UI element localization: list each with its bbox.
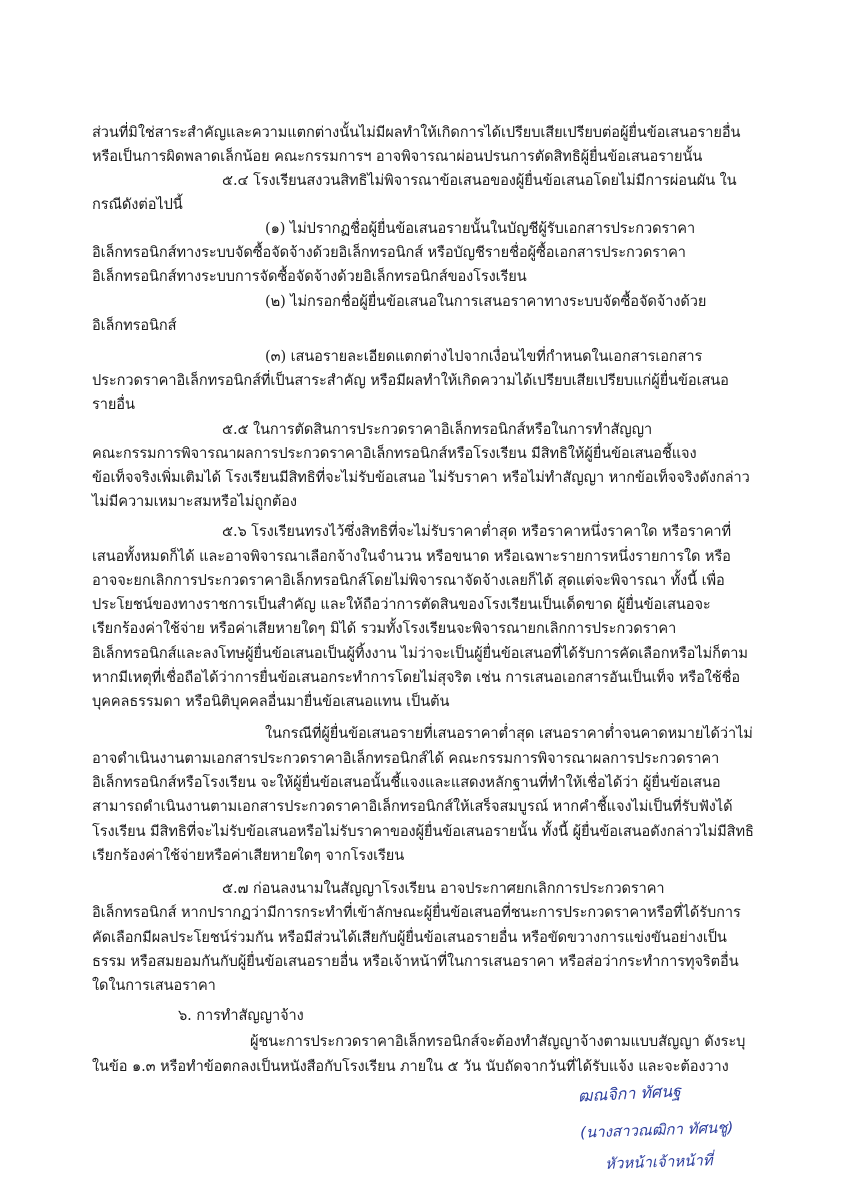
text-line: รายอื่น (92, 396, 135, 413)
text-line: หรือเป็นการผิดพลาดเล็กน้อย คณะกรรมการฯ อาจพิจารณาผ่อนปรนการตัดสิทธิผู้ยื่นข้อเสนอรายนั้น (92, 148, 703, 165)
signature-name: (นางสาวณฒิกา ทัศนชู) (579, 1118, 734, 1142)
text-line: ๕.๔ โรงเรียนสงวนสิทธิไม่พิจารณาข้อเสนอของผู้ยื่นข้อเสนอโดยไม่มีการผ่อนผัน ใน (222, 172, 737, 189)
text-line: ข้อเท็จจริงเพิ่มเติมได้ โรงเรียนมีสิทธิที่จะไม่รับข้อเสนอ ไม่รับราคา หรือไม่ทำสัญญา หากข้อเท็จจริงดังกล่าว (92, 469, 750, 486)
text-line: ๖. การทำสัญญาจ้าง (178, 1007, 304, 1024)
text-line: บุคคลธรรมดา หรือนิติบุคคลอื่นมายื่นข้อเสนอแทน เป็นต้น (92, 693, 450, 710)
text-line: ๕.๖ โรงเรียนทรงไว้ซึ่งสิทธิที่จะไม่รับราคาต่ำสุด หรือราคาหนึ่งราคาใด หรือราคาที่ (222, 523, 731, 540)
text-line: อิเล็กทรอนิกส์ (92, 317, 177, 334)
signature-title: หัวหน้าเจ้าหน้าที่ (604, 1151, 713, 1173)
text-line: หากมีเหตุที่เชื่อถือได้ว่าการยื่นข้อเสนอกระทำการโดยไม่สุจริต เช่น การเสนอเอกสารอันเป็นเท็จ หรือใช้ชื่อ (92, 669, 741, 686)
text-line: อิเล็กทรอนิกส์ หากปรากฏว่ามีการกระทำที่เข้าลักษณะผู้ยื่นข้อเสนอที่ชนะการประกวดราคาหรือที่ได้รับการ (92, 904, 741, 921)
text-line: ๕.๕ ในการตัดสินการประกวดราคาอิเล็กทรอนิกส์หรือในการทำสัญญา (222, 421, 653, 438)
text-line: อาจจะยกเลิกการประกวดราคาอิเล็กทรอนิกส์โดยไม่พิจารณาจัดจ้างเลยก็ได้ สุดแต่จะพิจารณา ทั้งนี้ เพื่อ (92, 572, 725, 589)
text-line: ๕.๗ ก่อนลงนามในสัญญาโรงเรียน อาจประกาศยกเลิกการประกวดราคา (222, 880, 665, 897)
text-line: อิเล็กทรอนิกส์ทางระบบการจัดซื้อจัดจ้างด้วยอิเล็กทรอนิกส์ของโรงเรียน (92, 268, 527, 285)
text-line: ในกรณีที่ผู้ยื่นข้อเสนอรายที่เสนอราคาต่ำสุด เสนอราคาต่ำจนคาดหมายได้ว่าไม่ (265, 725, 753, 742)
text-line: เรียกร้องค่าใช้จ่าย หรือค่าเสียหายใดๆ มิได้ รวมทั้งโรงเรียนจะพิจารณายกเลิกการประกวดราคา (92, 620, 677, 637)
signature-scrawl: ฒณจิกา ทัศนฐ (577, 1081, 682, 1106)
text-line: สามารถดำเนินงานตามเอกสารประกวดราคาอิเล็กทรอนิกส์ให้เสร็จสมบูรณ์ หากคำชี้แจงไม่เป็นที่รับฟังได้ (92, 798, 733, 815)
text-line: คณะกรรมการพิจารณาผลการประกวดราคาอิเล็กทรอนิกส์หรือโรงเรียน มีสิทธิให้ผู้ยื่นข้อเสนอชี้แจง (92, 445, 697, 462)
text-line: กรณีดังต่อไปนี้ (92, 196, 183, 213)
text-line: อิเล็กทรอนิกส์หรือโรงเรียน จะให้ผู้ยื่นข้อเสนอนั้นชี้แจงและแสดงหลักฐานที่ทำให้เชื่อได้ว่า ผู้ยื่นข้อเสนอ (92, 774, 721, 791)
text-line: ส่วนที่มิใช่สาระสำคัญและความแตกต่างนั้นไม่มีผลทำให้เกิดการได้เปรียบเสียเปรียบต่อผู้ยื่นข้อเสนอรายอื่น (92, 124, 741, 141)
text-line: อาจดำเนินงานตามเอกสารประกวดราคาอิเล็กทรอนิกส์ได้ คณะกรรมการพิจารณาผลการประกวดราคา (92, 750, 720, 767)
text-line: อิเล็กทรอนิกส์ทางระบบจัดซื้อจัดจ้างด้วยอิเล็กทรอนิกส์ หรือบัญชีรายชื่อผู้ซื้อเอกสารประกวดราคา (92, 244, 686, 261)
text-line: (๑) ไม่ปรากฏชื่อผู้ยื่นข้อเสนอรายนั้นในบัญชีผู้รับเอกสารประกวดราคา (265, 220, 696, 237)
text-line: ใดในการเสนอราคา (92, 977, 216, 994)
text-line: อิเล็กทรอนิกส์และลงโทษผู้ยื่นข้อเสนอเป็นผู้ทิ้งงาน ไม่ว่าจะเป็นผู้ยื่นข้อเสนอที่ได้รับการคัดเลือกหรือไม่ก็ตาม (92, 645, 748, 662)
text-line: คัดเลือกมีผลประโยชน์ร่วมกัน หรือมีส่วนได้เสียกับผู้ยื่นข้อเสนอรายอื่น หรือขัดขวางการแข่งขันอย่างเป็น (92, 929, 727, 946)
text-line: ในข้อ ๑.๓ หรือทำข้อตกลงเป็นหนังสือกับโรงเรียน ภายใน ๕ วัน นับถัดจากวันที่ได้รับแจ้ง และจะต้องวาง (92, 1058, 729, 1075)
text-line: เรียกร้องค่าใช้จ่ายหรือค่าเสียหายใดๆ จากโรงเรียน (92, 847, 405, 864)
text-line: ประโยชน์ของทางราชการเป็นสำคัญ และให้ถือว่าการตัดสินของโรงเรียนเป็นเด็ดขาด ผู้ยื่นข้อเสนอจะ (92, 596, 711, 613)
text-line: (๒) ไม่กรอกชื่อผู้ยื่นข้อเสนอในการเสนอราคาทางระบบจัดซื้อจัดจ้างด้วย (265, 293, 707, 310)
text-line: ผู้ชนะการประกวดราคาอิเล็กทรอนิกส์จะต้องทำสัญญาจ้างตามแบบสัญญา ดังระบุ (250, 1033, 746, 1050)
text-line: เสนอทั้งหมดก็ได้ และอาจพิจารณาเลือกจ้างในจำนวน หรือขนาด หรือเฉพาะรายการหนึ่งรายการใด หรือ (92, 548, 731, 565)
text-line: (๓) เสนอรายละเอียดแตกต่างไปจากเงื่อนไขที่กำหนดในเอกสารเอกสาร (265, 348, 703, 365)
text-line: โรงเรียน มีสิทธิที่จะไม่รับข้อเสนอหรือไม่รับราคาของผู้ยื่นข้อเสนอรายนั้น ทั้งนี้ ผู้ยื่นข้อเสนอดังกล่าวไม่มีสิทธิ (92, 823, 754, 840)
text-line: ธรรม หรือสมยอมกันกับผู้ยื่นข้อเสนอรายอื่น หรือเจ้าหน้าที่ในการเสนอราคา หรือส่อว่ากระทำการทุจริตอื่น (92, 953, 739, 970)
text-line: ไม่มีความเหมาะสมหรือไม่ถูกต้อง (92, 493, 297, 510)
text-line: ประกวดราคาอิเล็กทรอนิกส์ที่เป็นสาระสำคัญ หรือมีผลทำให้เกิดความได้เปรียบเสียเปรียบแก่ผู้ยื่นข้อเสนอ (92, 372, 729, 389)
